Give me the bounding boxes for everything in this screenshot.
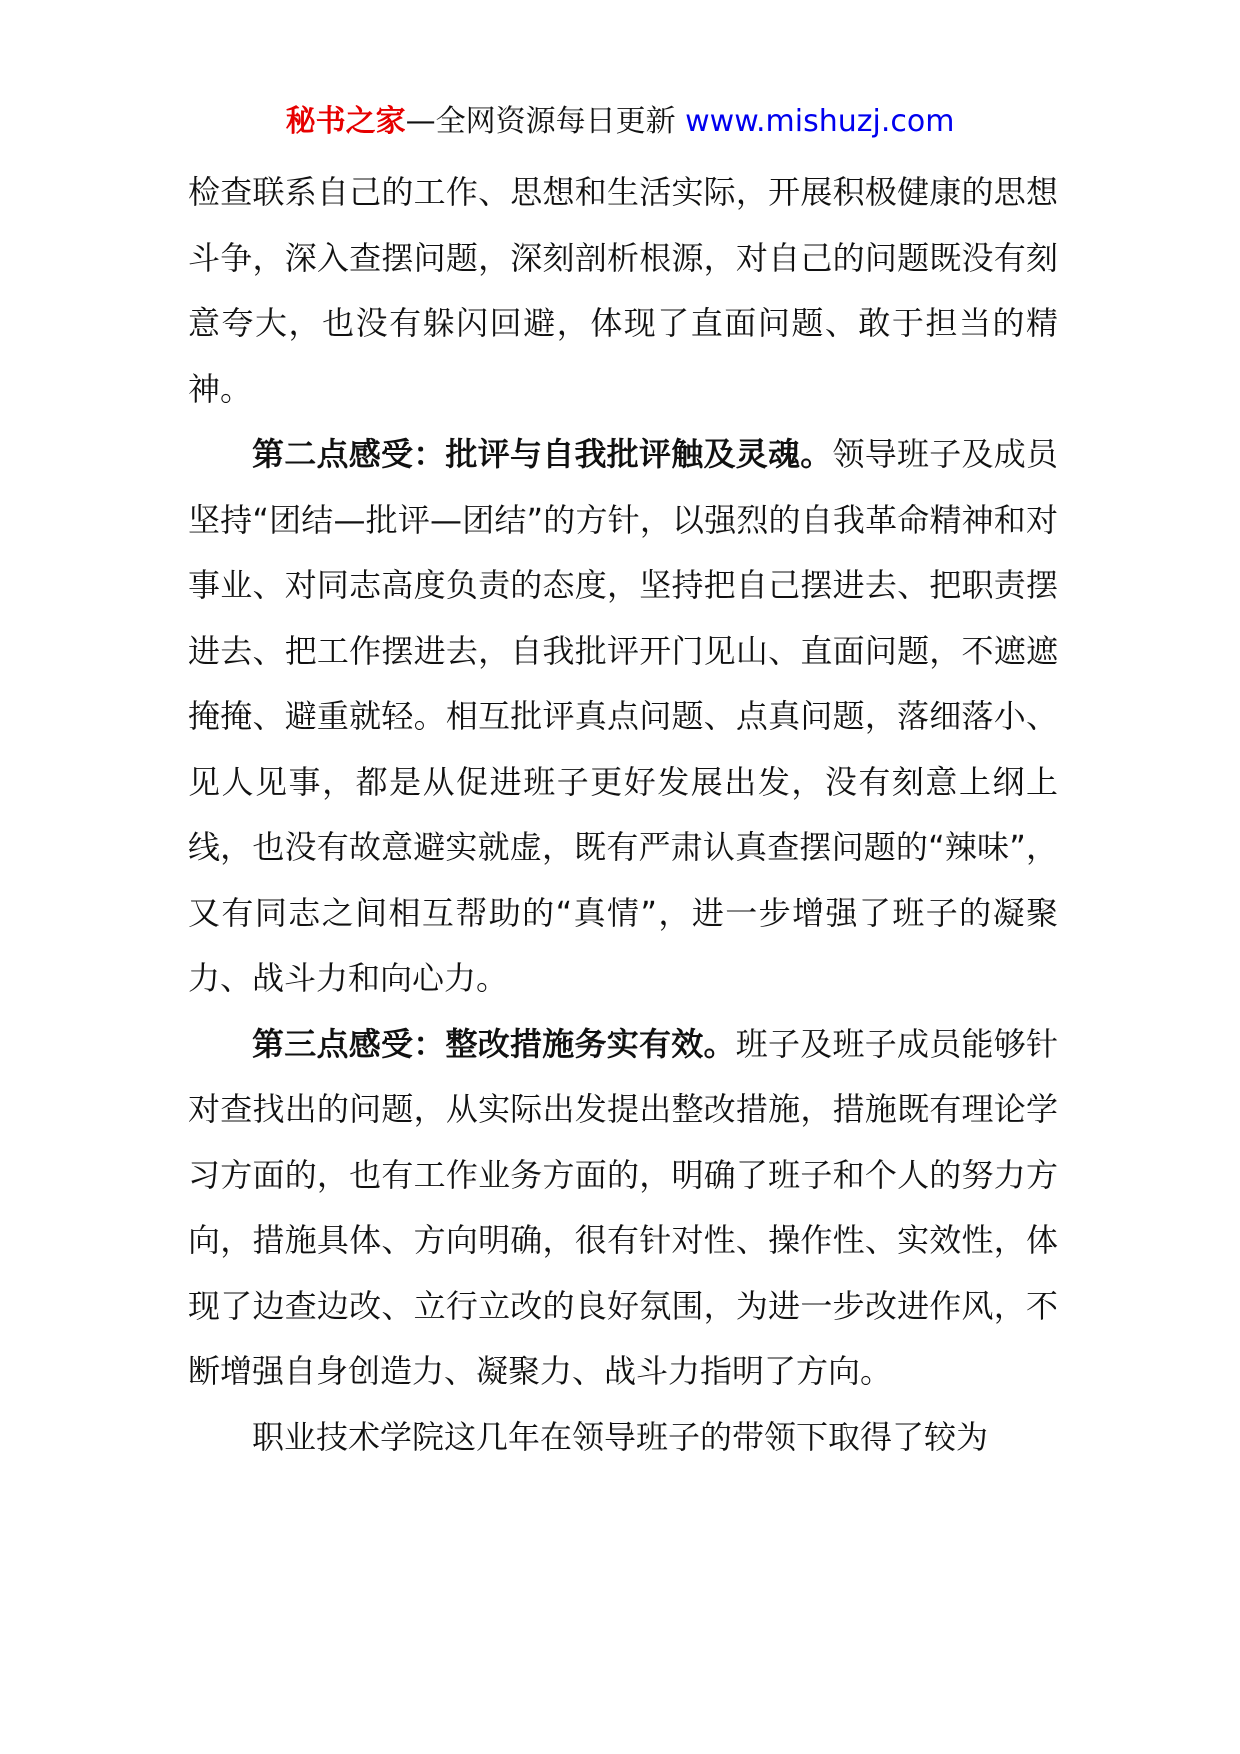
paragraph-second-feeling xyxy=(188,422,1058,1012)
paragraph-continuation xyxy=(188,160,1058,422)
paragraph-text: 检查联系自己的工作、思想和生活实际，开展积极健康的思想斗争，深入查摆问题，深刻剖析根源，对自己的问题既没有刻意夸大，也没有躲闪回避，体现了直面问题、敢于担当的精神。 xyxy=(188,173,1058,408)
paragraph-text: 职业技术学院这几年在领导班子的带领下取得了较为 xyxy=(252,1417,989,1456)
site-tagline: —全网资源每日更新 xyxy=(405,104,686,139)
paragraph-third-feeling xyxy=(188,1012,1058,1405)
paragraph-text: 领导班子及成员坚持“团结—批评—团结”的方针，以强烈的自我革命精神和对事业、对同志高度负责的态度，坚持把自己摆进去、把职责摆进去、把工作摆进去，自我批评开门见山、直面问题，不遮遮掩掩、避重就轻。相互批评真点问题、点真问题，落细落小、见人见事，都是从促进班子更好发展出发，没有刻意上纲上线，也没有故意避实就虚，既有严肃认真查摆问题的“辣味”，又有同志之间相互帮助的“真情”，进一步增强了班子的凝聚力、战斗力和向心力。 xyxy=(188,435,1058,997)
site-header xyxy=(0,100,1240,144)
paragraph-heading: 第二点感受：批评与自我批评触及灵魂。 xyxy=(252,435,833,473)
site-brand: 秘书之家 xyxy=(285,104,406,139)
paragraph-text: 班子及班子成员能够针对查找出的问题，从实际出发提出整改措施，措施既有理论学习方面的，也有工作业务方面的，明确了班子和个人的努力方向，措施具体、方向明确，很有针对性、操作性、实效性，体现了边查边改、立行立改的良好氛围，为进一步改进作风，不断增强自身创造力、凝聚力、战斗力指明了方向。 xyxy=(188,1024,1058,1390)
site-url-link[interactable]: www.mishuzj.com xyxy=(685,104,955,139)
paragraph-college xyxy=(188,1405,1058,1471)
paragraph-heading: 第三点感受：整改措施务实有效。 xyxy=(252,1024,736,1063)
document-body xyxy=(188,160,1058,1470)
